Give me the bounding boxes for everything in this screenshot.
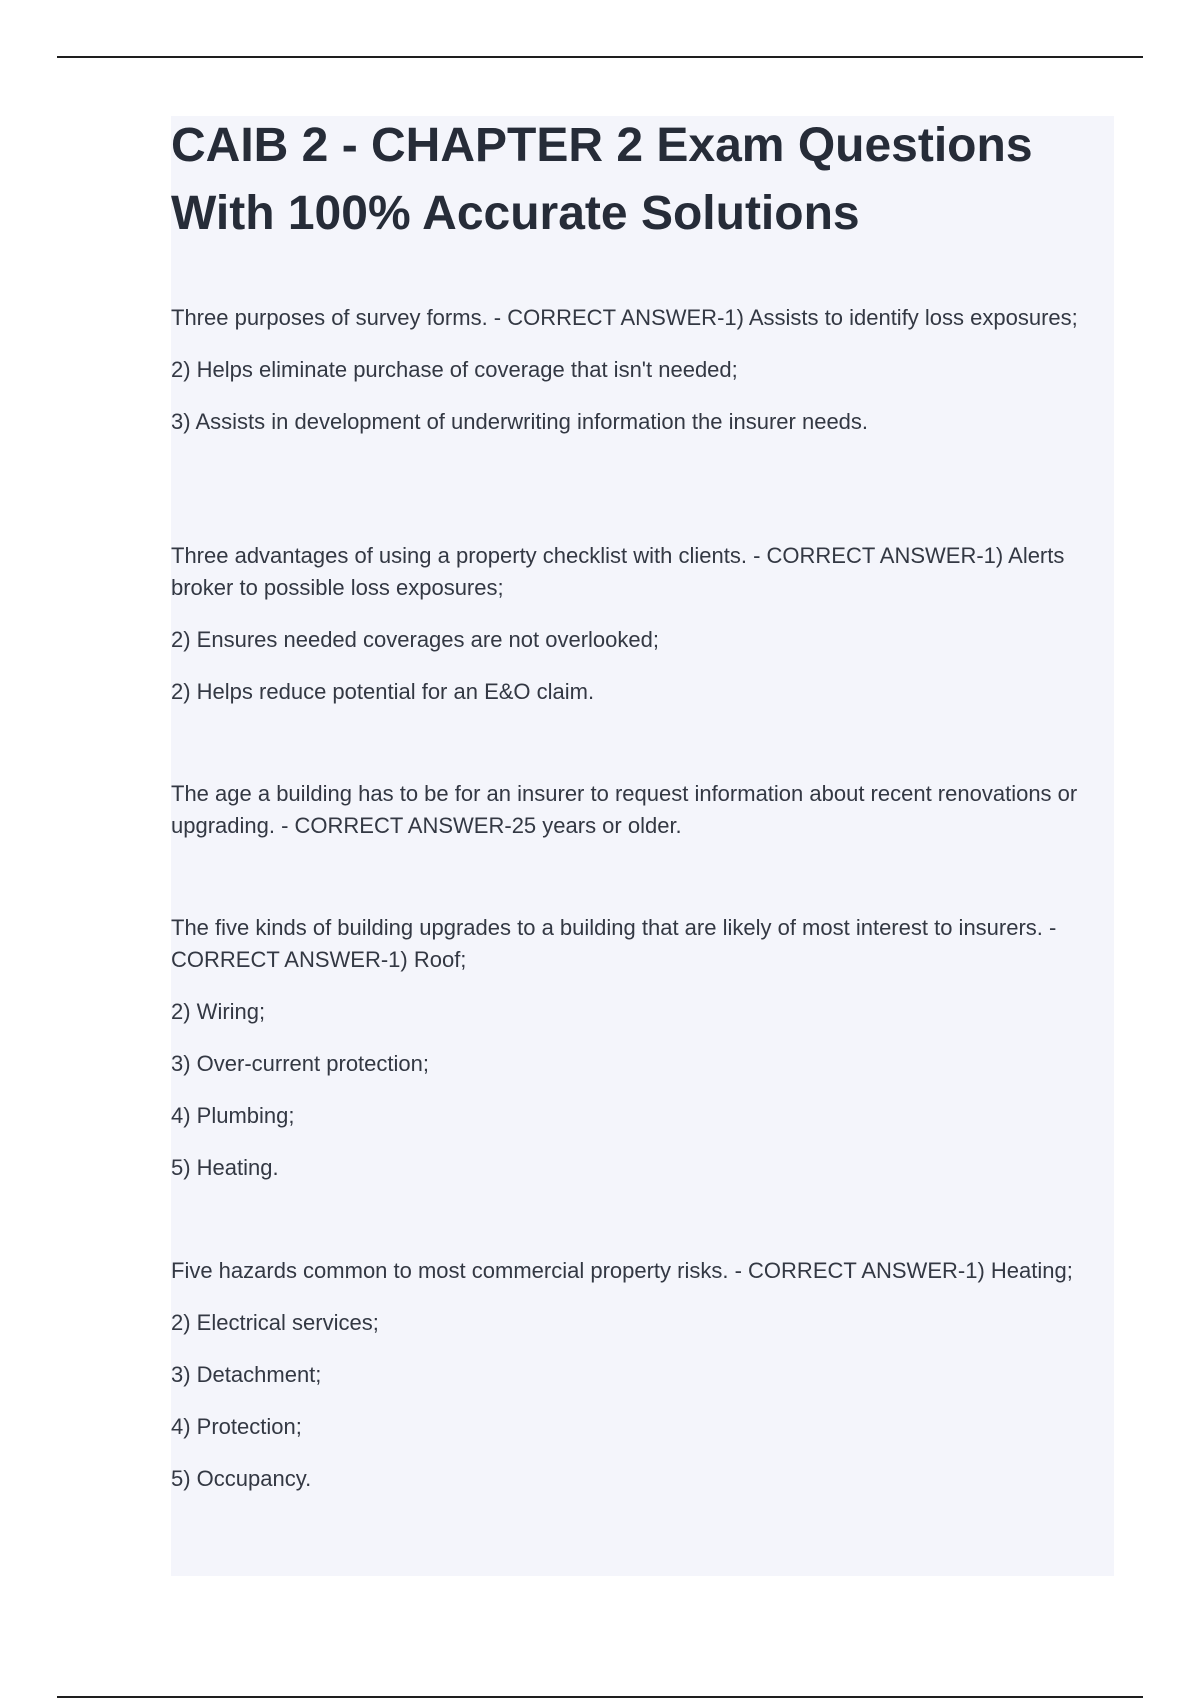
qa-item-building-age [171,778,1111,842]
answer-line: 2) Helps eliminate purchase of coverage that isn't needed; [171,357,738,382]
answer-line: 5) Heating. [171,1155,279,1180]
question-text: Three purposes of survey forms. - CORRECT ANSWER-1) Assists to identify loss exposures; [171,305,1078,330]
question-text: The five kinds of building upgrades to a building that are likely of most interest to insurers. - CORRECT ANSWER-1) Roof; [171,915,1057,972]
answer-line: 2) Ensures needed coverages are not overlooked; [171,627,659,652]
answer-line: 3) Assists in development of underwriting information the insurer needs. [171,409,869,434]
answer-line: 5) Occupancy. [171,1466,312,1491]
qa-item-property-checklist [171,540,1111,708]
answer-line: 2) Helps reduce potential for an E&O claim. [171,679,595,704]
qa-item-commercial-hazards [171,1255,1111,1495]
question-text: Five hazards common to most commercial property risks. - CORRECT ANSWER-1) Heating; [171,1258,1073,1283]
document-title: CAIB 2 - CHAPTER 2 Exam Questions With 100% Accurate Solutions [171,119,1033,240]
top-rule [57,56,1143,58]
answer-line: 2) Wiring; [171,999,266,1024]
answer-line: 3) Over-current protection; [171,1051,429,1076]
answer-line: 3) Detachment; [171,1362,322,1387]
answer-line: 2) Electrical services; [171,1310,379,1335]
question-text: Three advantages of using a property checklist with clients. - CORRECT ANSWER-1) Alerts broker to possible loss exposures; [171,543,1065,600]
answer-line: 4) Plumbing; [171,1103,295,1128]
question-text: The age a building has to be for an insurer to request information about recent renovations or upgrading. - CORRECT ANSWER-25 years or older. [171,781,1078,838]
answer-line: 4) Protection; [171,1414,302,1439]
qa-item-building-upgrades [171,912,1111,1184]
bottom-rule [57,1696,1143,1698]
qa-item-survey-forms [171,302,1111,438]
